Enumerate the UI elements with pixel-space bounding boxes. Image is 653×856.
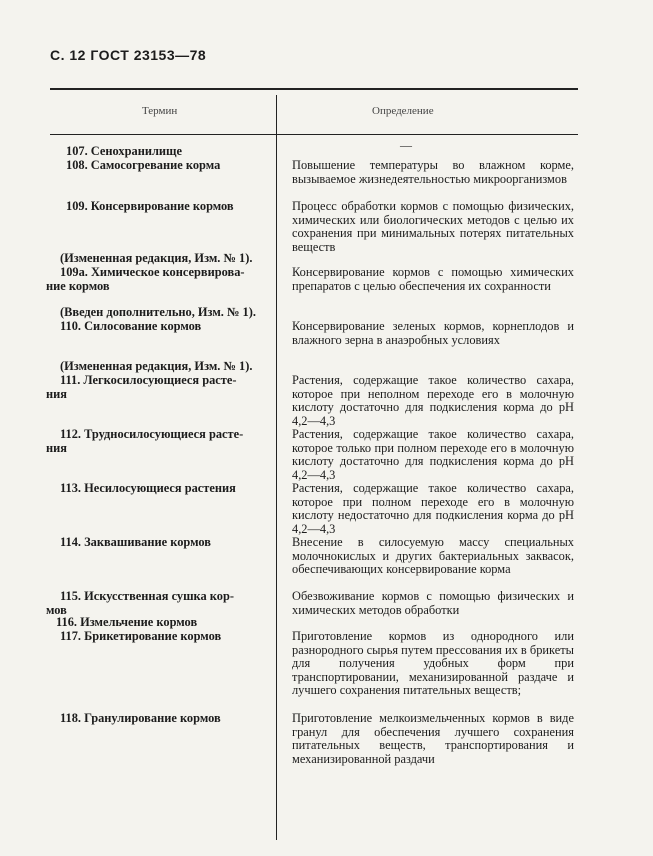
empty-definition-dash: — <box>400 138 412 152</box>
term-112-line2: ния <box>46 441 67 455</box>
term-109a-line2: ние кормов <box>46 279 110 293</box>
term-108: 108. Самосогревание корма <box>66 158 221 172</box>
column-header-definition: Определение <box>372 105 434 117</box>
definition-110: Консервирование зеленых кормов, корнеплодов и влажного зерна в анаэробных условиях <box>292 319 574 347</box>
definition-117: Приготовление кормов из однородного или разнородного сырья путем прессования их в брикеты для получения удобных форм при транспортировании, механизированной раздаче и лучшего сохранения питательных веществ; <box>292 629 574 698</box>
term-111-line1: 111. Легкосилосующиеся расте- <box>60 373 237 387</box>
note-amendment-3: (Измененная редакция, Изм. № 1). <box>60 359 253 373</box>
term-110: 110. Силосование кормов <box>60 319 202 333</box>
term-117: 117. Брикетирование кормов <box>60 629 222 643</box>
header-rule <box>50 134 578 135</box>
term-107: 107. Сенохранилище <box>66 144 183 158</box>
term-114: 114. Заквашивание кормов <box>60 535 211 549</box>
term-109a-line1: 109а. Химическое консервирова- <box>60 265 245 279</box>
term-115-line1: 115. Искусственная сушка кор- <box>60 589 234 603</box>
top-rule <box>50 88 578 90</box>
term-115-line2: мов <box>46 603 67 617</box>
page-header: С. 12 ГОСТ 23153—78 <box>50 47 207 63</box>
term-109: 109. Консервирование кормов <box>66 199 234 213</box>
note-amendment-2: (Введен дополнительно, Изм. № 1). <box>60 305 256 319</box>
term-112-line1: 112. Трудносилосующиеся расте- <box>60 427 244 441</box>
column-header-term: Термин <box>142 105 178 117</box>
definition-108: Повышение температуры во влажном корме, вызываемое жизнедеятельностью микроорганизмов <box>292 158 574 186</box>
term-113: 113. Несилосующиеся растения <box>60 481 236 495</box>
term-116: 116. Измельчение кормов <box>56 615 198 629</box>
definition-109a: Консервирование кормов с помощью химических препаратов с целью обеспечения их сохранности <box>292 265 574 293</box>
definition-118: Приготовление мелкоизмельченных кормов в виде гранул для обеспечения лучшего сохранения питательных веществ, транспортирования и механизированной раздачи <box>292 711 574 766</box>
definition-115: Обезвоживание кормов с помощью физических и химических методов обработки <box>292 589 574 617</box>
term-111-line2: ния <box>46 387 67 401</box>
term-118: 118. Гранулирование кормов <box>60 711 221 725</box>
note-amendment-1: (Измененная редакция, Изм. № 1). <box>60 251 253 265</box>
definition-109: Процесс обработки кормов с помощью физических, химических или биологических методов с целью их сохранения при минимальных потерях питательных веществ <box>292 199 574 254</box>
definition-112: Растения, содержащие такое количество сахара, которое только при полном переходе его в молочную кислоту достаточно для подкисления корма до pH 4,2—4,3 <box>292 427 574 482</box>
definition-111: Растения, содержащие такое количество сахара, которое при неполном переходе его в молочную кислоту достаточно для подкисления корма до pH 4,2—4,3 <box>292 373 574 428</box>
definition-114: Внесение в силосуемую массу специальных молочнокислых и других бактериальных заквасок, обеспечивающих консервирование корма <box>292 535 574 577</box>
definition-113: Растения, содержащие такое количество сахара, которое при полном переходе его в молочную кислоту недостаточно для подкисления корма до pH 4,2—4,3 <box>292 481 574 536</box>
